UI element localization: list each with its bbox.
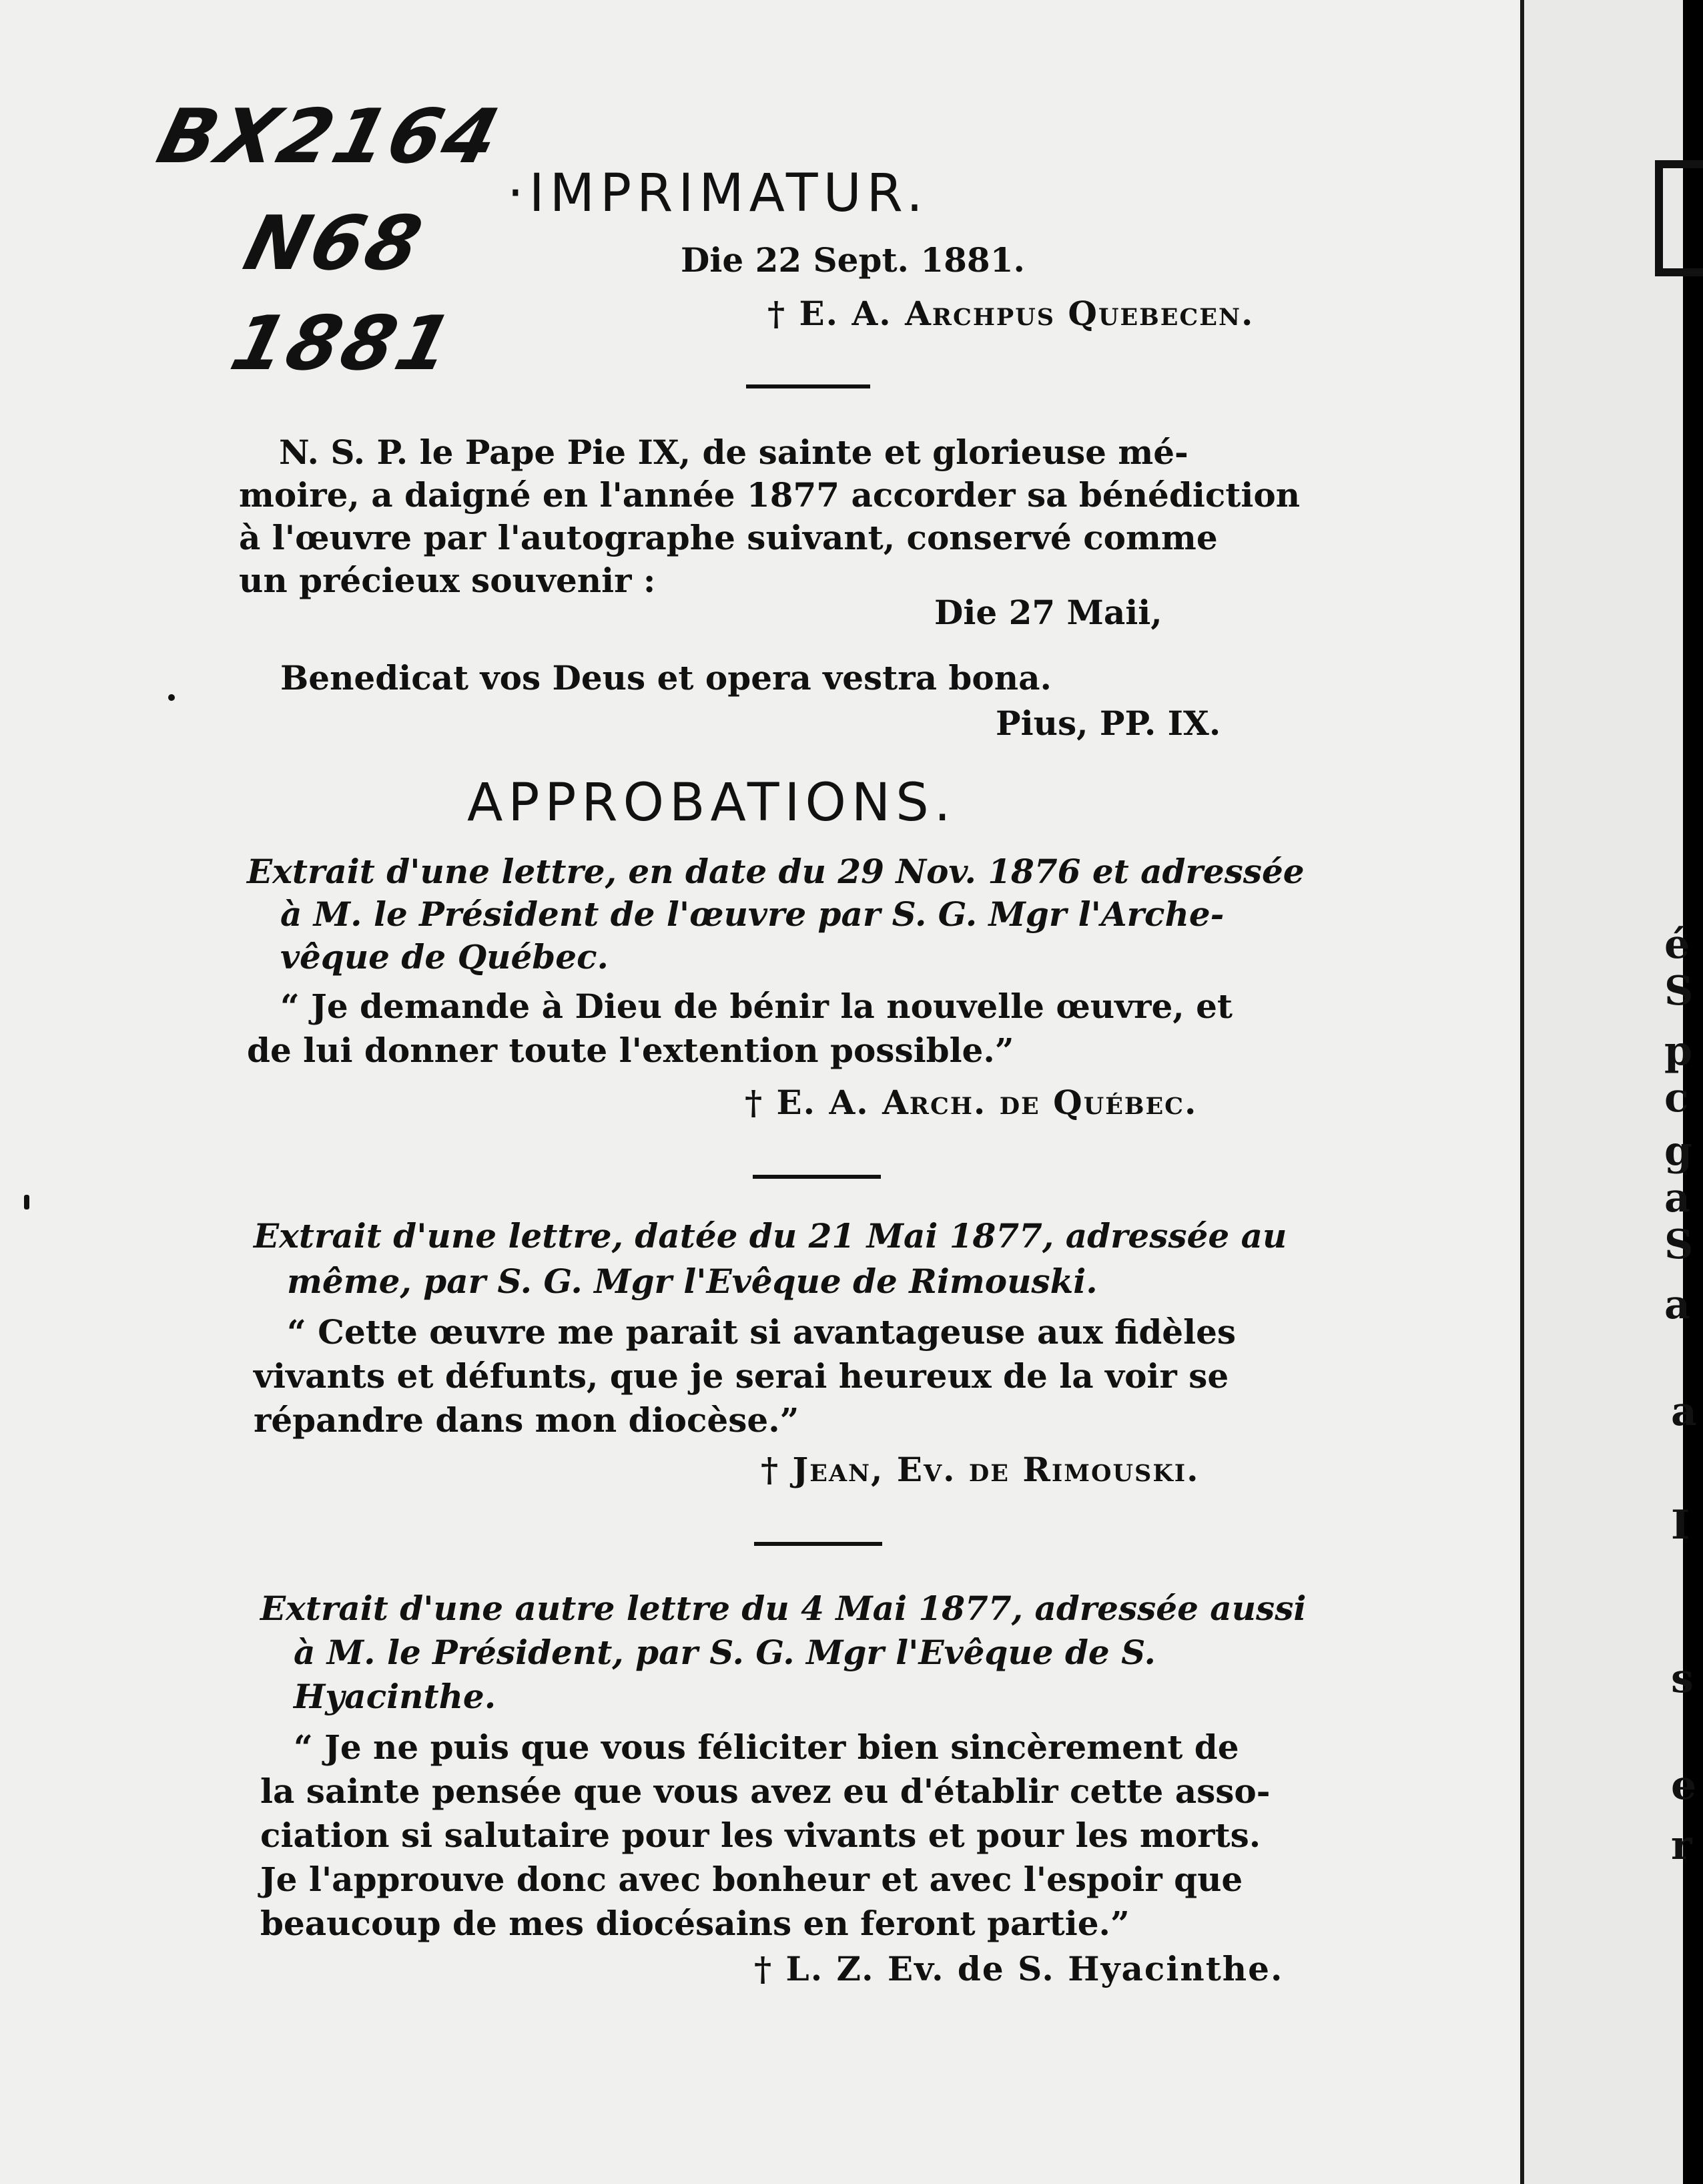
papal-line-2: moire, a daigné en l'année 1877 accorder sa bénédiction [239,475,1301,515]
letter1-intro-line-2: à M. le Président de l'œuvre par S. G. Mgr l'Arche- [280,894,1225,934]
letter1-intro-line-3: vêque de Québec. [280,937,609,977]
papal-line-3: à l'œuvre par l'autographe suivant, conservé comme [239,518,1218,557]
letter2-quote-line-1: “ Cette œuvre me parait si avantageuse aux fidèles [287,1312,1237,1352]
letter2-signature: † Jean, Ev. de Rimouski. [761,1450,1200,1489]
facing-page-char: p [1664,1028,1692,1075]
letter2-intro-line-2: même, par S. G. Mgr l'Evêque de Rimouski. [287,1262,1098,1301]
letter3-quote-line-3: ciation si salutaire pour les vivants et pour les morts. [260,1816,1261,1855]
letter2-intro-line-1: Extrait d'une lettre, datée du 21 Mai 1877, adressée au [254,1216,1287,1256]
divider [746,384,870,388]
letter3-quote-line-2: la sainte pensée que vous avez eu d'établir cette asso- [260,1771,1271,1811]
papal-date: Die 27 Maii, [934,593,1162,632]
papal-line-4: un précieux souvenir : [239,561,656,600]
paper-speck [168,694,175,701]
letter3-intro-line-3: Hyacinthe. [294,1677,496,1716]
facing-page-char: a [1664,1175,1690,1221]
facing-page-strip [1520,0,1697,2184]
imprimatur-signature: † E. A. Archpus Quebecen. [767,294,1255,333]
facing-page-char: é [1664,921,1690,968]
call-number-line-1: BX2164 [149,93,510,180]
papal-signature: Pius, PP. IX. [996,704,1221,743]
facing-page-char: I [1671,1502,1690,1549]
facing-page-char: a [1671,1388,1697,1435]
call-number-line-3: 1881 [222,300,463,387]
imprimatur-heading: ·IMPRIMATUR. [507,164,928,224]
facing-page-char: S [1664,1221,1694,1268]
letter3-quote-line-4: Je l'approuve donc avec bonheur et avec l'espoir que [260,1860,1243,1899]
letter2-quote-line-3: répandre dans mon diocèse.” [254,1400,799,1440]
letter1-quote-line-1: “ Je demande à Dieu de bénir la nouvelle œuvre, et [280,987,1233,1026]
letter3-quote-line-5: beaucoup de mes diocésains en feront partie.” [260,1904,1130,1943]
letter3-quote-line-1: “ Je ne puis que vous féliciter bien sincèrement de [294,1727,1239,1767]
letter3-intro-line-2: à M. le Président, par S. G. Mgr l'Evêque de S. [294,1633,1156,1672]
letter1-quote-line-2: de lui donner toute l'extention possible.” [247,1031,1014,1070]
facing-page-char: c [1664,1075,1689,1121]
imprimatur-date: Die 22 Sept. 1881. [681,240,1025,280]
letter3-signature: † L. Z. Ev. de S. Hyacinthe. [754,1949,1284,1988]
letter2-quote-line-2: vivants et défunts, que je serai heureux de la voir se [254,1356,1229,1396]
facing-page-char: g [1664,1128,1692,1175]
facing-page-char: a [1664,1282,1690,1328]
papal-blessing: Benedicat vos Deus et opera vestra bona. [280,658,1052,698]
paper-speck [24,1195,29,1209]
papal-line-1: N. S. P. le Pape Pie IX, de sainte et glorieuse mé- [279,433,1188,472]
letter1-intro-line-1: Extrait d'une lettre, en date du 29 Nov. 1876 et adressée [247,852,1305,891]
call-number-line-2: N68 [236,200,432,287]
facing-page-bracket [1655,160,1703,276]
letter3-intro-line-1: Extrait d'une autre lettre du 4 Mai 1877, adressée aussi [260,1589,1307,1628]
letter1-signature: † E. A. Arch. de Québec. [745,1083,1198,1122]
facing-page-char: r [1671,1822,1692,1869]
facing-page-char: e [1671,1762,1697,1809]
approbations-heading: APPROBATIONS. [467,773,956,833]
facing-page-char: S [1664,968,1694,1015]
facing-page-char: s [1671,1655,1694,1702]
divider [754,1542,882,1546]
divider [753,1175,881,1179]
